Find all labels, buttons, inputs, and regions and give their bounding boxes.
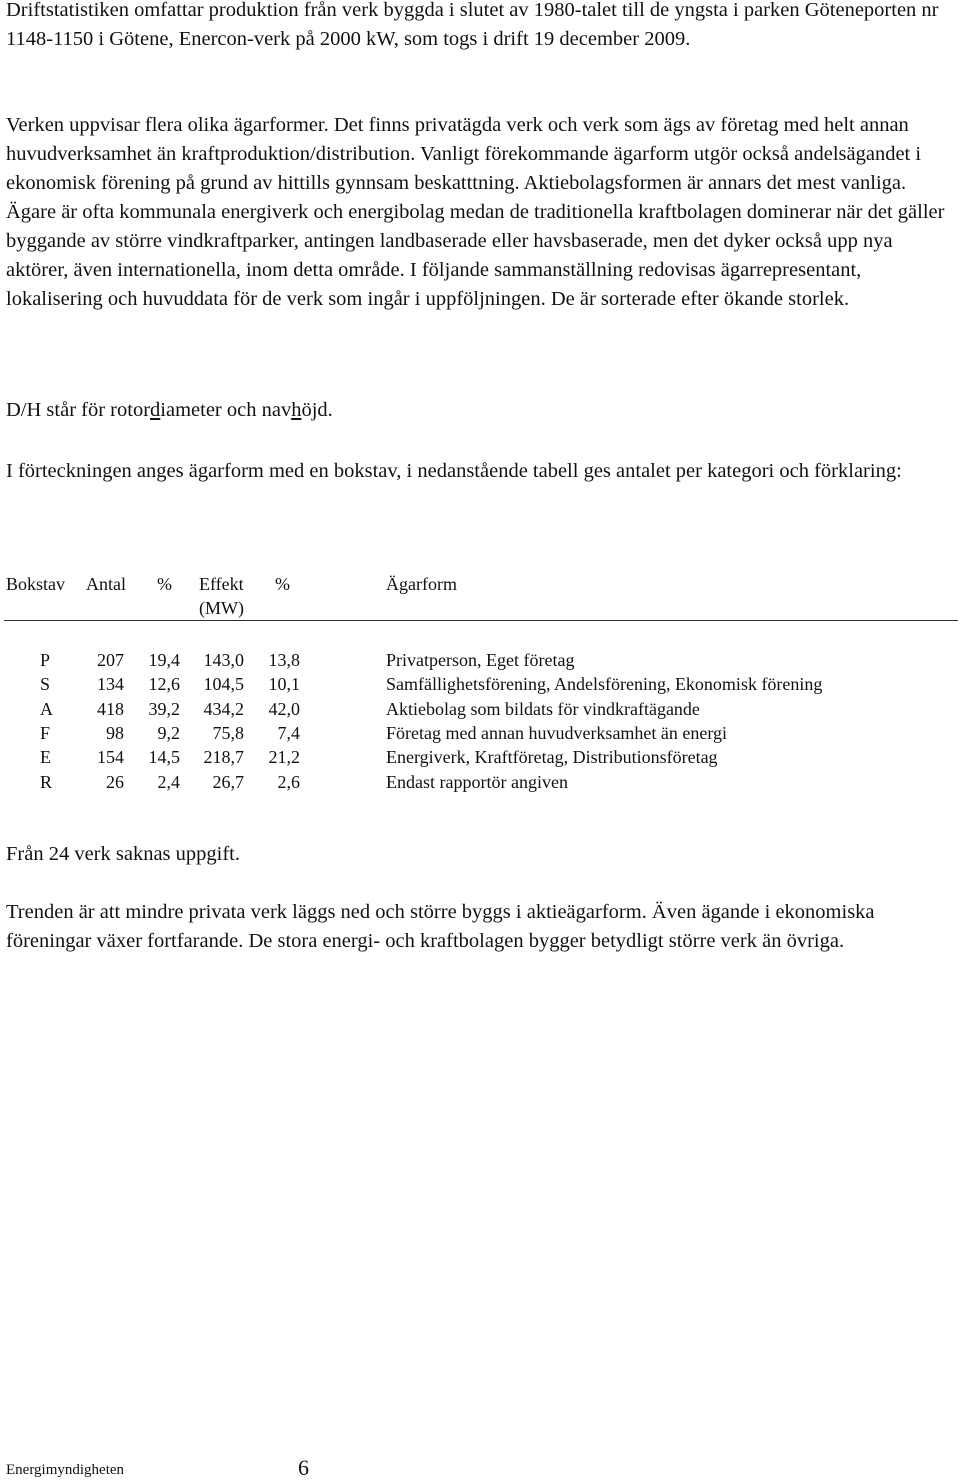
cell-owner-form: Energiverk, Kraftföretag, Distributionsföretag [386,747,718,768]
missing-data-note: Från 24 verk saknas uppgift. [6,843,240,865]
cell-count: 134 [97,674,124,695]
header-count: Antal [86,574,126,594]
header-percent: % [275,574,290,594]
cell-effect: 434,2 [203,698,244,719]
cell-effect: 75,8 [212,722,244,743]
header-percent: % [157,574,172,594]
dh-text-part: iameter och nav [160,399,292,421]
dh-text-part: D/H står för rotor [6,399,151,421]
cell-count: 207 [97,650,124,670]
cell-letter: A [40,698,53,719]
cell-owner-form: Endast rapportör angiven [386,771,568,792]
cell-count: 418 [97,698,124,719]
cell-percent: 12,6 [148,674,180,695]
cell-percent: 10,1 [268,674,300,695]
cell-effect: 104,5 [203,674,244,695]
dh-text-part: öjd. [301,399,333,421]
header-letter: Bokstav [6,574,66,594]
cell-percent: 39,2 [148,698,180,719]
cell-percent: 19,4 [148,650,180,670]
cell-effect: 26,7 [212,771,244,792]
cell-count: 98 [106,722,124,743]
cell-letter: E [40,747,51,768]
cell-effect: 218,7 [203,747,244,768]
header-effect: Effekt [199,574,244,594]
ownership-paragraph: Verken uppvisar flera olika ägarformer. Det finns privatägda verk och verk som ägs av företag med helt annan huvudverksamhet än kraftproduktion/distribution. Vanligt förekommande ägarform utgör också andelsägandet i ekonomisk förening på grund av hittills gynnsam beskatttning. Aktiebolagsformen är annars det mest vanliga. Ägare är ofta kommunala energiverk och energibolag medan de traditionella kraftbolagen dominerar när det gäller byggande av större vindkraftparker, antingen landbaserade eller havsbaserade, men det dyker också upp nya aktörer, även internationella, inom detta område. I följande sammanställning redovisas ägarrepresentant, lokalisering och huvuddata för de verk som ingår i uppföljningen. De är sorterade efter ökande storlek. [6,114,945,310]
cell-letter: P [40,650,51,670]
cell-percent: 7,4 [277,722,300,743]
table-rule [4,620,958,621]
dh-definition-paragraph [6,396,954,425]
dh-underlined-d: d [150,399,161,421]
cell-percent: 13,8 [268,650,300,670]
header-owner-form: Ägarform [386,574,457,594]
cell-percent: 42,0 [268,698,300,719]
cell-percent: 2,6 [277,771,300,792]
cell-letter: F [40,722,51,743]
trend-paragraph: Trenden är att mindre privata verk läggs ned och större byggs i aktieägarform. Även ägande i ekonomiska föreningar växer fortfarande. De stora energi- och kraftbolagen bygger betydligt större verk än övriga. [6,901,875,952]
cell-owner-form: Privatperson, Eget företag [386,650,575,670]
cell-percent: 21,2 [268,747,300,768]
cell-effect: 143,0 [203,650,244,670]
cell-owner-form: Aktiebolag som bildats för vindkraftägande [386,698,700,719]
cell-percent: 9,2 [157,722,180,743]
page-number: 6 [298,1455,309,1480]
footer-organization: Energimyndigheten [6,1462,125,1478]
cell-percent: 2,4 [157,771,180,792]
cell-owner-form: Företag med annan huvudverksamhet än energi [386,722,728,743]
table-intro-paragraph: I förteckningen anges ägarform med en bokstav, i nedanstående tabell ges antalet per kategori och förklaring: [6,460,902,482]
cell-letter: S [40,674,51,695]
cell-percent: 14,5 [148,747,180,768]
cell-owner-form: Samfällighetsförening, Andelsförening, Ekonomisk förening [386,674,823,695]
intro-paragraph: Driftstatistiken omfattar produktion från verk byggda i slutet av 1980-talet till de yngsta i parken Göteneporten nr 1148-1150 i Götene, Enercon-verk på 2000 kW, som togs i drift 19 december 2009. [6,0,939,50]
cell-count: 154 [97,747,124,768]
cell-count: 26 [106,771,124,792]
dh-underlined-h: h [291,399,302,421]
cell-letter: R [40,771,53,792]
header-effect-unit: (MW) [199,598,244,618]
